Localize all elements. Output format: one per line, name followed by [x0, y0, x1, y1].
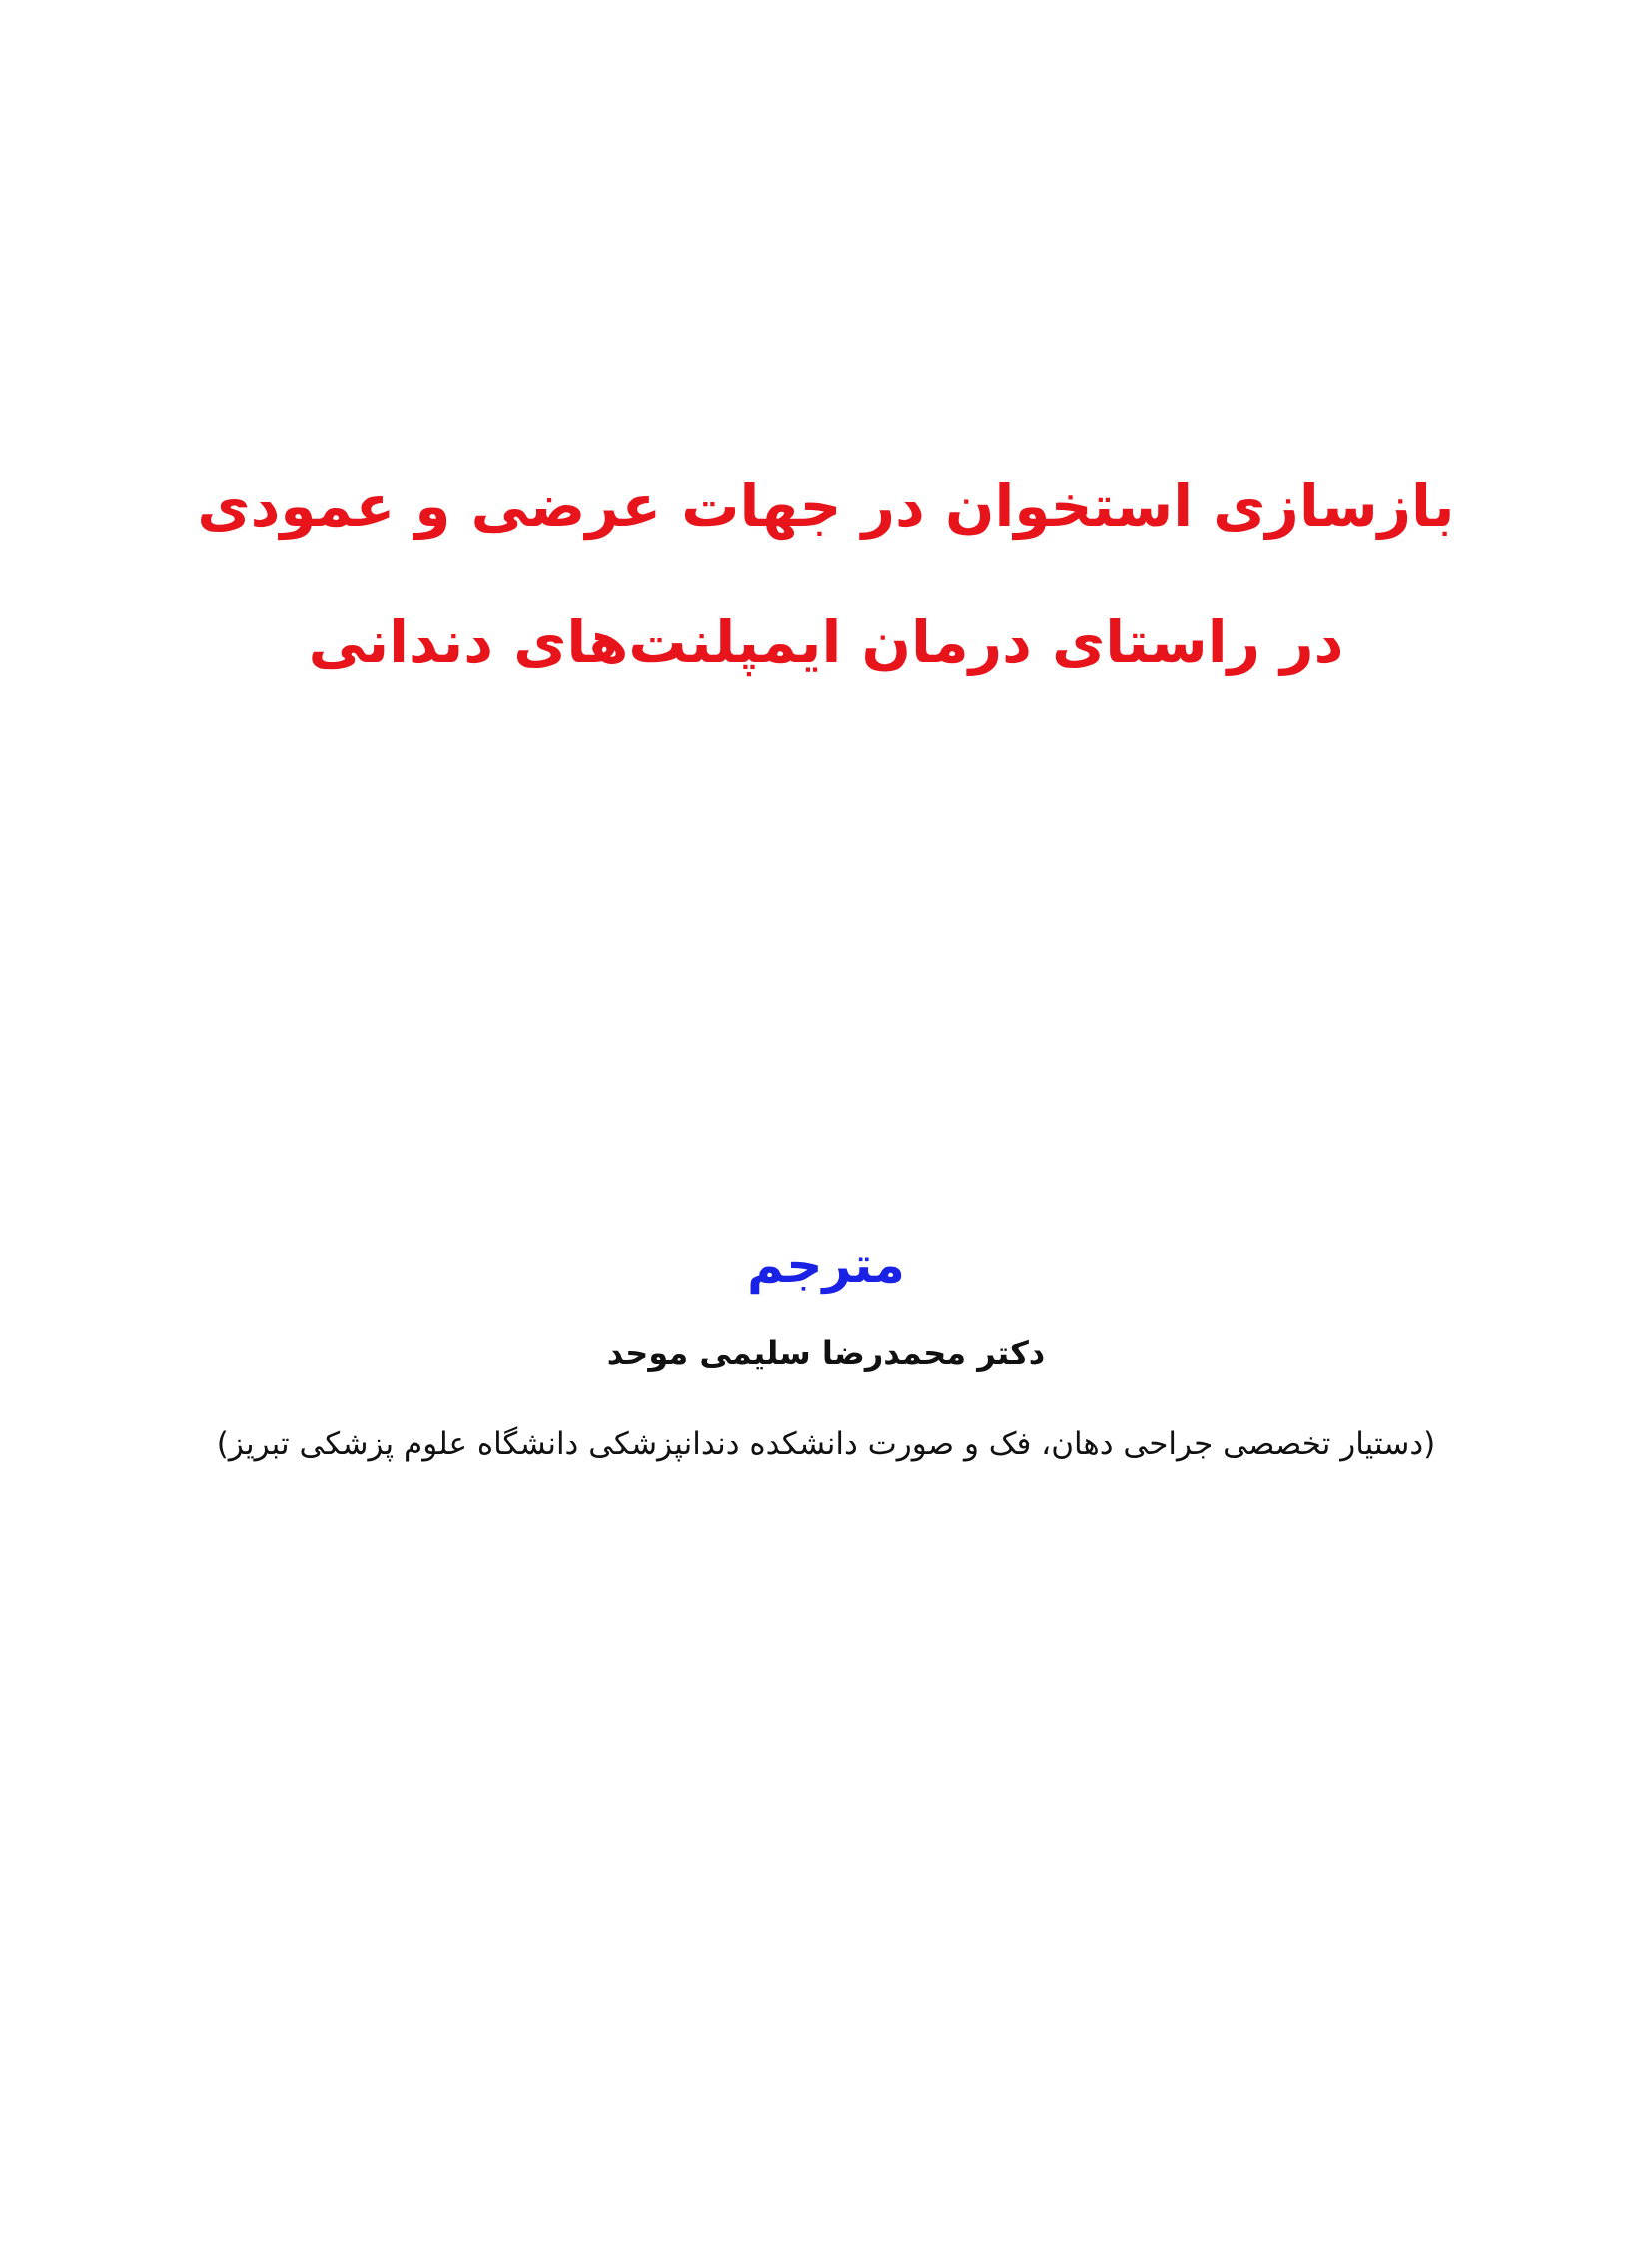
translator-heading: مترجم	[747, 1236, 905, 1294]
title-line-1: بازسازی استخوان در جهات عرضی و عمودی	[197, 472, 1455, 540]
translator-name: دکتر محمدرضا سلیمی موحد	[606, 1334, 1046, 1372]
title-line-2: در راستای درمان ایمپلنت‌های دندانی	[308, 608, 1344, 676]
translator-affiliation: (دستیار تخصصی جراحی دهان، فک و صورت دانشکده دندانپزشکی دانشگاه علوم پزشکی تبریز)	[216, 1426, 1436, 1462]
